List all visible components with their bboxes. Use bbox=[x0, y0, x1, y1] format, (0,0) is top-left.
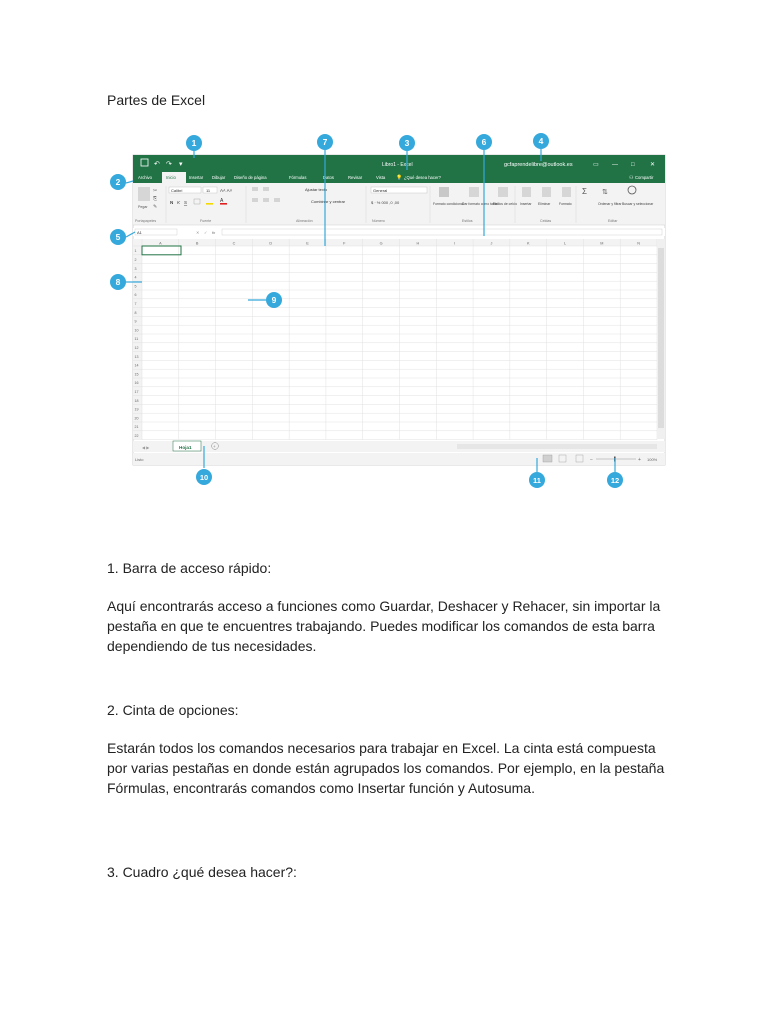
tab-insertar[interactable]: Insertar bbox=[189, 175, 204, 180]
callout-6: 6 bbox=[481, 137, 487, 147]
horizontal-scrollbar[interactable] bbox=[457, 444, 657, 449]
column-header-h[interactable]: H bbox=[416, 241, 420, 246]
font-size: 11 bbox=[206, 188, 211, 193]
group-editing: Editar bbox=[608, 219, 618, 223]
column-header-k[interactable]: K bbox=[526, 241, 530, 246]
row-header-7[interactable]: 7 bbox=[134, 302, 137, 306]
column-header-f[interactable]: F bbox=[343, 241, 346, 246]
column-header-g[interactable]: G bbox=[379, 241, 383, 246]
lightbulb-icon: 💡 bbox=[396, 175, 403, 181]
section-body: Estarán todos los comandos necesarios para trabajar en Excel. La cinta está compuesta por varias pestañas en donde están agrupados los comandos. Por ejemplo, en la pestaña Fórmulas, encontrarás comandos como Insertar función y Autosuma. bbox=[107, 740, 665, 796]
sheet-tab-label: Hoja1 bbox=[179, 445, 192, 450]
column-header-a[interactable]: A bbox=[159, 241, 162, 246]
callout-5: 5 bbox=[115, 232, 121, 242]
redo-icon: ↷ bbox=[166, 161, 172, 168]
italic-icon: K bbox=[177, 200, 181, 205]
row-header-21[interactable]: 21 bbox=[134, 425, 139, 430]
section-heading: 3. Cuadro ¿qué desea hacer?: bbox=[107, 864, 297, 880]
group-styles: Estilos bbox=[462, 219, 473, 223]
tab-formulas[interactable]: Fórmulas bbox=[289, 175, 307, 180]
callout-7: 7 bbox=[322, 137, 328, 147]
format-painter-icon: ✎ bbox=[153, 204, 158, 210]
window-title: Libro1 - Excel bbox=[382, 162, 413, 168]
column-header-n[interactable]: N bbox=[637, 241, 640, 246]
section-heading: 1. Barra de acceso rápido: bbox=[107, 560, 272, 576]
row-header-20[interactable]: 20 bbox=[134, 416, 139, 421]
find-select-button[interactable]: Buscar y seleccionar bbox=[622, 202, 654, 206]
conditional-format-icon bbox=[439, 187, 449, 197]
section-tell-me bbox=[107, 862, 667, 900]
paste-icon bbox=[138, 187, 150, 201]
row-header-19[interactable]: 19 bbox=[134, 407, 139, 412]
format-cells-icon bbox=[562, 187, 571, 197]
zoom-out-icon: − bbox=[590, 457, 593, 463]
column-header-b[interactable]: B bbox=[195, 241, 199, 246]
minimize-icon: — bbox=[612, 162, 618, 168]
sheet-nav-icons: ◀ ▶ bbox=[142, 445, 150, 450]
callout-9: 9 bbox=[271, 295, 277, 305]
callout-10: 10 bbox=[199, 473, 209, 482]
row-header-3[interactable]: 3 bbox=[134, 266, 137, 271]
delete-cells-icon bbox=[542, 187, 551, 197]
row-header-1[interactable]: 1 bbox=[134, 249, 137, 254]
cut-icon: ✂ bbox=[153, 188, 158, 194]
cell-styles-button[interactable]: Estilos de celda bbox=[493, 202, 517, 206]
insert-cells-button[interactable]: Insertar bbox=[520, 202, 532, 206]
tab-dibujar[interactable]: Dibujar bbox=[212, 175, 226, 180]
insert-function-icon[interactable]: fx bbox=[212, 230, 216, 235]
sort-filter-button[interactable]: Ordenar y filtrar bbox=[598, 202, 622, 206]
section-quick-access bbox=[107, 558, 667, 656]
status-text: Listo bbox=[135, 457, 144, 462]
section-body: Aquí encontrarás acceso a funciones como Guardar, Deshacer y Rehacer, sin importar la pestaña en que te encuentres trabajando. Puedes modificar los comandos de esta barra dependiendo de tus necesidades. bbox=[107, 598, 661, 654]
tab-revisar[interactable]: Revisar bbox=[348, 175, 363, 180]
column-headers bbox=[133, 239, 657, 246]
row-header-4[interactable]: 4 bbox=[134, 275, 137, 280]
callout-8: 8 bbox=[115, 277, 121, 287]
customize-icon: ▾ bbox=[179, 161, 183, 168]
row-header-2[interactable]: 2 bbox=[134, 258, 137, 262]
vertical-scroll-thumb[interactable] bbox=[658, 248, 664, 428]
close-icon: ✕ bbox=[650, 162, 656, 168]
cell-styles-icon bbox=[498, 187, 508, 197]
number-format-icons: $ · % 000 ,0 ,00 bbox=[371, 200, 400, 205]
merge-center-button[interactable]: Combinar y centrar bbox=[311, 199, 346, 204]
group-alignment: Alineación bbox=[296, 219, 313, 223]
tab-diseno[interactable]: Diseño de página bbox=[234, 175, 267, 180]
callout-12: 12 bbox=[610, 476, 620, 485]
autosum-icon: Σ bbox=[582, 187, 587, 196]
column-header-e[interactable]: E bbox=[306, 241, 309, 246]
row-header-6[interactable]: 6 bbox=[134, 293, 137, 298]
font-name: Calibri bbox=[171, 188, 183, 193]
row-header-9[interactable]: 9 bbox=[134, 319, 137, 324]
row-header-13[interactable]: 13 bbox=[134, 354, 139, 359]
maximize-icon: □ bbox=[631, 162, 635, 168]
group-cells: Celdas bbox=[540, 219, 552, 223]
tab-datos[interactable]: Datos bbox=[323, 175, 334, 180]
callout-11: 11 bbox=[533, 476, 541, 485]
section-heading: 2. Cinta de opciones: bbox=[107, 702, 239, 718]
format-table-button[interactable]: Dar formato como tabla bbox=[462, 202, 498, 206]
column-header-j[interactable]: J bbox=[490, 241, 493, 246]
insert-cells-icon bbox=[522, 187, 531, 197]
cancel-icon: ✕ bbox=[196, 230, 200, 235]
delete-cells-button[interactable]: Eliminar bbox=[538, 202, 551, 206]
tab-archivo[interactable]: Archivo bbox=[138, 175, 152, 180]
fill-color-icon bbox=[206, 203, 213, 205]
row-header-12[interactable]: 12 bbox=[134, 346, 139, 350]
copy-icon: ⎘ bbox=[153, 196, 158, 202]
callout-1: 1 bbox=[191, 138, 197, 148]
tab-inicio[interactable]: Inicio bbox=[166, 175, 176, 180]
row-header-8[interactable]: 8 bbox=[134, 310, 137, 315]
callout-4: 4 bbox=[538, 136, 544, 146]
row-header-5[interactable]: 5 bbox=[134, 284, 137, 289]
document-title: Partes de Excel bbox=[107, 92, 206, 108]
underline-icon: S bbox=[184, 200, 188, 205]
row-header-16[interactable]: 16 bbox=[134, 381, 139, 386]
column-header-d[interactable]: D bbox=[269, 241, 273, 246]
section-ribbon bbox=[107, 700, 667, 798]
add-icon: + bbox=[213, 444, 216, 449]
column-header-c[interactable]: C bbox=[232, 241, 236, 246]
excel-diagram bbox=[100, 128, 676, 493]
format-table-icon bbox=[469, 187, 479, 197]
group-font: Fuente bbox=[200, 219, 212, 223]
row-header-17[interactable]: 17 bbox=[134, 390, 139, 394]
column-header-i[interactable]: I bbox=[454, 241, 456, 246]
callout-2: 2 bbox=[115, 177, 121, 187]
share-icon: ⚇ bbox=[629, 175, 634, 181]
normal-view-icon[interactable] bbox=[543, 455, 552, 462]
zoom-level: 100% bbox=[647, 457, 658, 462]
enter-icon: ✓ bbox=[204, 230, 208, 235]
ribbon-display-icon: ▭ bbox=[593, 162, 599, 168]
bold-icon: N bbox=[170, 200, 174, 205]
format-cells-button[interactable]: Formato bbox=[559, 202, 572, 206]
undo-icon: ↶ bbox=[154, 161, 160, 168]
account-name[interactable]: gcfaprendelibre@outlook.es bbox=[504, 162, 573, 168]
row-header-22[interactable]: 22 bbox=[134, 434, 139, 438]
zoom-in-icon: + bbox=[638, 457, 641, 463]
tab-vista[interactable]: Vista bbox=[376, 175, 386, 180]
tell-me-box[interactable]: ¿Qué desea hacer? bbox=[404, 175, 442, 180]
name-box-value: A1 bbox=[137, 230, 142, 235]
paste-button[interactable]: Pegar bbox=[138, 205, 148, 209]
status-bar bbox=[133, 453, 665, 465]
font-grow-icon: A˄ A˅ bbox=[220, 188, 233, 193]
column-header-l[interactable]: L bbox=[563, 241, 567, 246]
sort-filter-icon: ⇅ bbox=[602, 189, 608, 196]
row-header-10[interactable]: 10 bbox=[134, 328, 139, 333]
row-header-18[interactable]: 18 bbox=[134, 398, 139, 403]
conditional-format-button[interactable]: Formato condicional bbox=[433, 202, 464, 206]
group-clipboard: Portapapeles bbox=[135, 219, 157, 223]
wrap-text-button[interactable]: Ajustar texto bbox=[305, 187, 328, 192]
row-header-15[interactable]: 15 bbox=[134, 372, 139, 377]
number-format: General bbox=[373, 188, 388, 193]
row-header-14[interactable]: 14 bbox=[134, 363, 139, 368]
callout-3: 3 bbox=[404, 138, 410, 148]
group-number: Número bbox=[372, 219, 385, 223]
share-button[interactable]: Compartir bbox=[635, 175, 654, 180]
column-header-m[interactable]: M bbox=[600, 241, 604, 246]
row-header-11[interactable]: 11 bbox=[134, 337, 139, 342]
font-color-letter: A bbox=[220, 198, 224, 204]
formula-input[interactable] bbox=[222, 229, 662, 235]
